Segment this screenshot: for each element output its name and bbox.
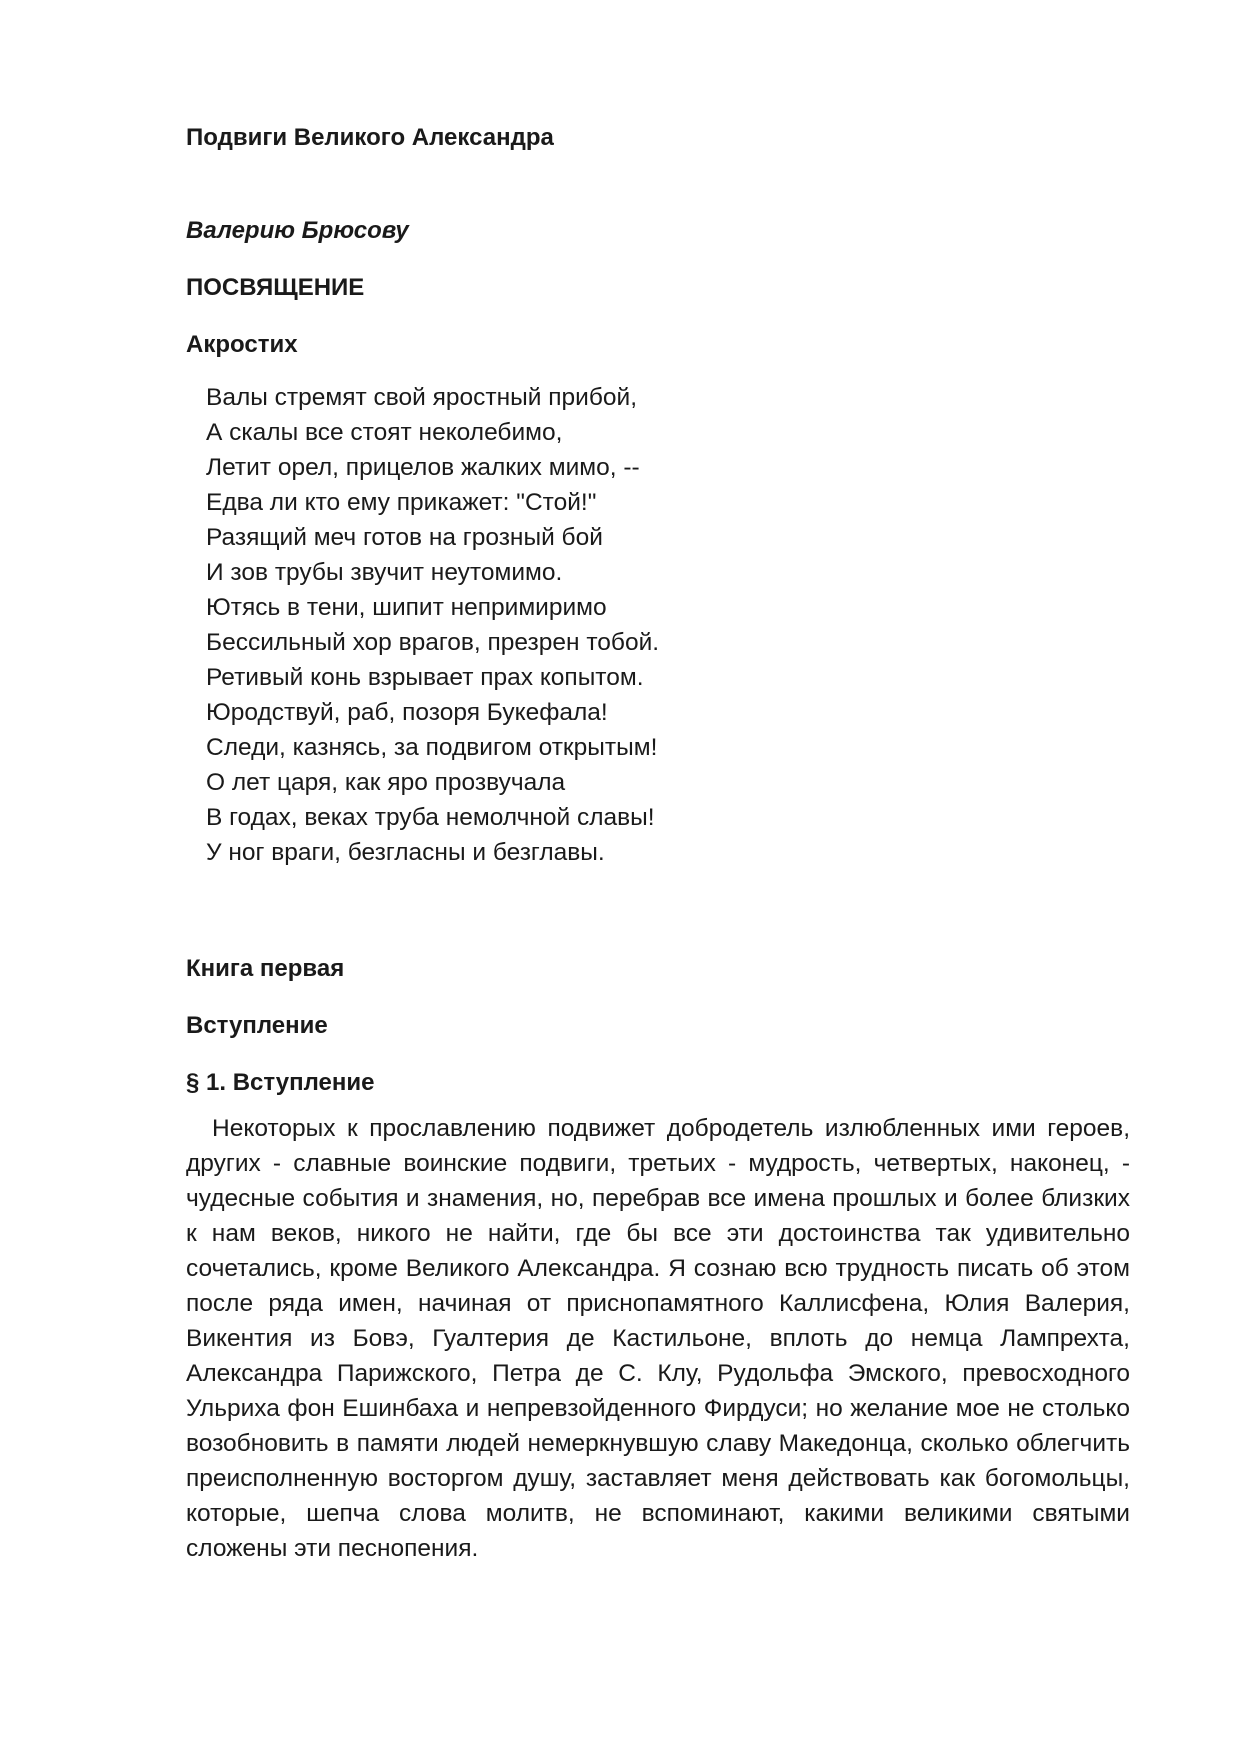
intro-paragraph: Некоторых к прославлению подвижет добродетель излюбленных ими героев, других - славные воинские подвиги, третьих - мудрость, четвертых, наконец, - чудесные события и знамения, но, перебрав все имена прошлых и более близких к нам веков, никого не найти, где бы все эти достоинства так удивительно сочетались, кроме Великого Александра. Я сознаю всю трудность писать об этом после ряда имен, начиная от приснопамятного Каллисфена, Юлия Валерия, Викентия из Бовэ, Гуалтерия де Кастильоне, вплоть до немца Лампрехта, Александра Парижского, Петра де С. Клу, Рудольфа Эмского, превосходного Ульриха фон Ешинбаха и непревзойденного Фирдуси; но желание мое не столько возобновить в памяти людей немеркнувшую славу Македонца, сколько облегчить преисполненную восторгом душу, заставляет меня действовать как богомольцы, которые, шепча слова молитв, не вспоминают, какими великими святыми сложены эти песнопения.	[186, 1115, 1130, 1562]
poem-line: Валы стремят свой яростный прибой,	[206, 384, 637, 411]
poem-line: В годах, веках труба немолчной славы!	[206, 804, 655, 831]
poem-line: Ретивый конь взрывает прах копытом.	[206, 664, 644, 691]
document-title: Подвиги Великого Александра	[186, 124, 554, 151]
poem-line: Бессильный хор врагов, презрен тобой.	[206, 629, 660, 656]
poem-line: И зов трубы звучит неутомимо.	[206, 559, 563, 586]
section-heading: § 1. Вступление	[186, 1069, 375, 1096]
poem-line: Ютясь в тени, шипит непримиримо	[206, 594, 607, 621]
poem-line: А скалы все стоят неколебимо,	[206, 419, 563, 446]
poem-line: Летит орел, прицелов жалких мимо, --	[206, 454, 640, 481]
dedication-heading: ПОСВЯЩЕНИЕ	[186, 274, 365, 301]
dedicatee: Валерию Брюсову	[186, 217, 409, 244]
book-heading: Книга первая	[186, 955, 345, 982]
acrostic-poem	[206, 380, 659, 870]
poem-line: Разящий меч готов на грозный бой	[206, 524, 603, 551]
poem-line: Следи, казнясь, за подвигом открытым!	[206, 734, 658, 761]
poem-line: Едва ли кто ему прикажет: "Стой!"	[206, 489, 597, 516]
poem-line: Юродствуй, раб, позоря Букефала!	[206, 699, 608, 726]
poem-line: У ног враги, безгласны и безглавы.	[206, 839, 605, 866]
acrostic-heading: Акростих	[186, 331, 298, 358]
poem-line: О лет царя, как яро прозвучала	[206, 769, 566, 796]
intro-heading: Вступление	[186, 1012, 328, 1039]
